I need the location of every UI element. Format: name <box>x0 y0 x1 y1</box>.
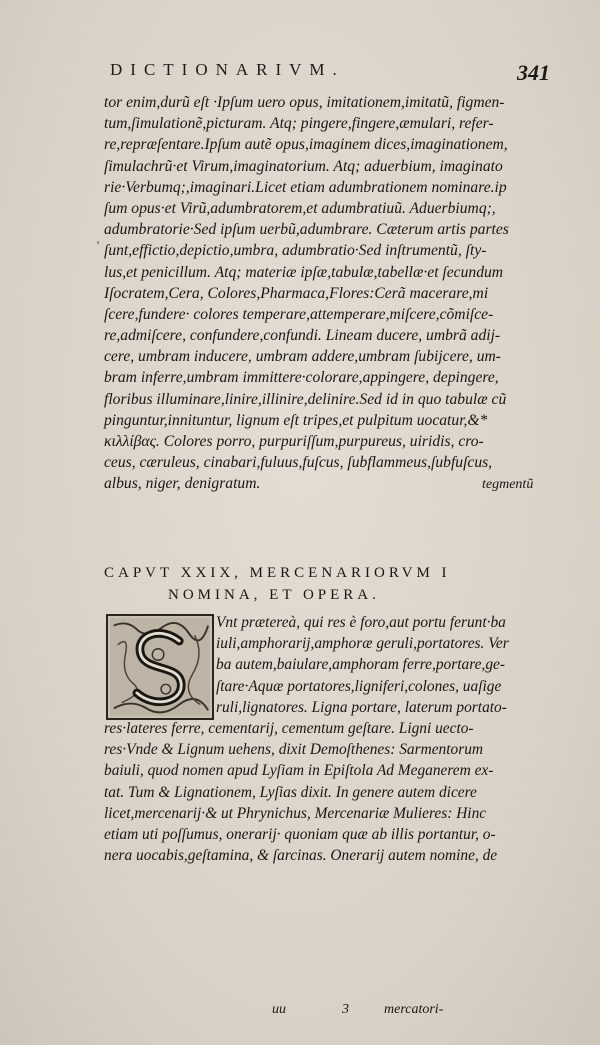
text-line: ceus, cæruleus, cinabari,fuluus,fuſcus, ſubflammeus,ſubfuſcus, <box>104 454 493 472</box>
signature-number: 3 <box>342 1002 349 1017</box>
chapter-text-block <box>104 612 514 866</box>
text-line: Vnt prætereà, qui res è foro,aut portu ferunt·ba <box>216 614 506 631</box>
text-line: ſunt,effictio,depictio,umbra, adumbratio·Sed inſtrumentũ, ſty- <box>104 242 487 260</box>
text-line: lus,et penicillum. Atq; materiæ ipſæ,tabulæ,tabellæ·et ſecundum <box>104 263 504 281</box>
text-line: ſum opus·et Virũ,adumbratorem,et adumbratiuũ. Aduerbiumq;, <box>104 199 496 217</box>
text-line: ba autem,baiulare,amphoram ferre,portare,ge- <box>216 656 505 674</box>
text-line: ſtare·Aquæ portatores,ligniferi,colones, uaſige <box>216 677 502 695</box>
text-line: ſimulachrũ·et Virum,imaginatorium. Atq; aduerbium, imaginato <box>104 157 503 175</box>
text-line: nera uocabis,geſtamina, & ſarcinas. Onerarij autem nomine, de <box>104 847 498 865</box>
text-line: adumbratorie·Sed ipſum uerbũ,adumbrare. Cæterum artis partes <box>104 221 509 239</box>
text-line: res·Vnde & Lignum uehens, dixit Demoſthenes: Sarmentorum <box>104 741 484 759</box>
text-line: pinguntur,innituntur, lignum eſt tripes,et pulpitum uocatur,&* <box>104 411 488 429</box>
chapter-title: CAPVT XXIX, MERCENARIORVM I <box>104 565 451 581</box>
text-line: ruli,lignatores. Ligna portare, laterum portato- <box>216 698 507 716</box>
catchword: mercatori- <box>384 1002 444 1017</box>
text-line: re,admiſcere, confundere,confundi. Lineam ducere, umbrã adij- <box>104 327 501 345</box>
chapter-heading <box>104 562 504 606</box>
text-line: res·lateres ferre, cementarij, cementum geſtare. Ligni uecto- <box>104 719 474 737</box>
margin-mark: ' <box>97 238 100 252</box>
text-line: tat. Tum & Lignationem, Lyſias dixit. In genere autem dicere <box>104 783 477 801</box>
margin-note: tegmentũ <box>482 477 534 492</box>
text-line: floribus illuminare,linire,illinire,delinire.Sed id in quo tabulæ cũ <box>104 390 507 408</box>
page-number: 341 <box>517 60 550 85</box>
text-line: licet,mercenarij·& ut Phrynichus, Mercenariæ Mulieres: Hinc <box>104 804 487 822</box>
text-line: κιλλίβας. Colores porro, purpuriſſum,purpureus, uiridis, cro- <box>104 433 484 450</box>
text-line: baiuli, quod nomen apud Lyſiam in Epiſtola Ad Meganerem ex- <box>104 762 494 780</box>
text-line: ſcere,fundere· colores temperare,attemperare,miſcere,cõmiſce- <box>104 305 494 323</box>
catchword-line <box>104 1002 504 1024</box>
text-line: re,repræſentare.Ipſum autẽ opus,imaginem dices,imaginationem, <box>104 136 508 154</box>
text-line: tum,ſimulationẽ,picturam. Atq; pingere,fingere,æmulari, refer- <box>104 115 494 133</box>
text-line: Iſocratem,Cera, Colores,Pharmaca,Flores:Cerã macerare,mi <box>104 284 489 302</box>
text-line: albus, niger, denigratum. <box>104 475 261 493</box>
text-line: etiam uti poſſumus, onerarij· quoniam quæ ab illis portantur, o- <box>104 825 496 843</box>
text-line: tor enim,durũ eſt ·Ipſum uero opus, imitationem,imitatũ, figmen- <box>104 94 505 111</box>
text-line: cere, umbram inducere, umbram addere,umbram ſubijcere, um- <box>104 348 501 366</box>
chapter-subtitle: NOMINA, ET OPERA. <box>168 587 380 603</box>
text-line: rie·Verbumq;,imaginari.Licet etiam adumbrationem nominare.ip <box>104 178 507 196</box>
text-line: bram inferre,umbram immittere·colorare,appingere, depingere, <box>104 369 499 387</box>
text-line: iuli,amphorarij,amphoræ geruli,portatores. Ver <box>216 635 509 653</box>
running-title: DICTIONARIVM. <box>110 60 345 79</box>
page-header <box>110 60 550 88</box>
signature-mark: uu <box>272 1002 286 1017</box>
